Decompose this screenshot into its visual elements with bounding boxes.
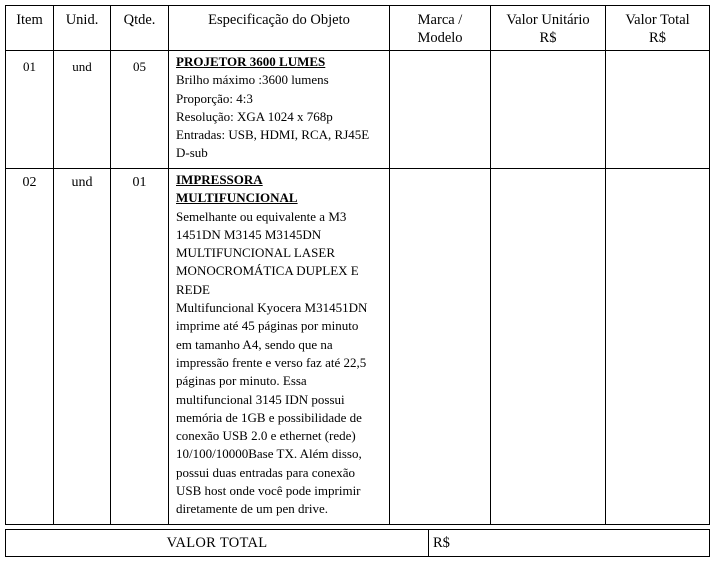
spec-line: Entradas: USB, HDMI, RCA, RJ45E — [176, 127, 370, 143]
row-item: 02 — [6, 169, 54, 525]
spec-line: D-sub — [176, 145, 208, 161]
items-table — [5, 5, 710, 525]
row-item: 01 — [6, 51, 54, 169]
spec-line: imprime até 45 páginas por minuto — [176, 318, 359, 334]
row-spec — [169, 169, 390, 525]
spec-line: diretamente de um pen drive. — [176, 501, 328, 517]
spec-line: Proporção: 4:3 — [176, 90, 253, 106]
table-row — [6, 51, 710, 169]
spec-title: IMPRESSORA — [176, 172, 263, 187]
quote-sheet — [5, 5, 709, 561]
spec-line: REDE — [176, 281, 210, 297]
total-value[interactable]: R$ — [429, 530, 710, 557]
table-row — [6, 169, 710, 525]
spec-line: USB host onde você pode imprimir — [176, 483, 361, 499]
header-item: Item — [6, 6, 54, 51]
spec-line: 1451DN M3145 M3145DN — [176, 226, 322, 242]
spec-line: MONOCROMÁTICA DUPLEX E — [176, 263, 359, 279]
header-unid: Unid. — [54, 6, 111, 51]
header-marca: Marca / Modelo — [390, 6, 491, 51]
total-table — [5, 529, 710, 557]
row-qtde: 01 — [111, 169, 169, 525]
header-qtde: Qtde. — [111, 6, 169, 51]
spec-line: impressão frente e verso faz até 22,5 — [176, 354, 367, 370]
spec-title: MULTIFUNCIONAL — [176, 190, 298, 206]
spec-line: Brilho máximo :3600 lumens — [176, 72, 329, 88]
row-qtde: 05 — [111, 51, 169, 169]
row-unit-value[interactable] — [491, 169, 606, 525]
header-unit-value: Valor Unitário R$ — [491, 6, 606, 51]
row-total-value[interactable] — [606, 169, 710, 525]
spec-line: Resolução: XGA 1024 x 768p — [176, 108, 333, 124]
spec-line: memória de 1GB e possibilidade de — [176, 409, 362, 425]
total-row — [6, 530, 710, 557]
spec-title: PROJETOR 3600 LUMES — [176, 54, 326, 69]
row-spec — [169, 51, 390, 169]
row-marca[interactable] — [390, 169, 491, 525]
spec-line: 10/100/10000Base TX. Além disso, — [176, 446, 362, 462]
row-unid: und — [54, 169, 111, 525]
spec-line: Multifuncional Kyocera M31451DN — [176, 300, 368, 316]
header-total-value: Valor Total R$ — [606, 6, 710, 51]
spec-line: páginas por minuto. Essa — [176, 373, 307, 389]
row-marca[interactable] — [390, 51, 491, 169]
header-row — [6, 6, 710, 51]
row-total-value[interactable] — [606, 51, 710, 169]
spec-line: Semelhante ou equivalente a M3 — [176, 208, 347, 224]
spec-line: possui duas entradas para conexão — [176, 464, 356, 480]
row-unit-value[interactable] — [491, 51, 606, 169]
row-unid: und — [54, 51, 111, 169]
spec-line: em tamanho A4, sendo que na — [176, 336, 333, 352]
spec-line: MULTIFUNCIONAL LASER — [176, 245, 336, 261]
spec-line: conexão USB 2.0 e ethernet (rede) — [176, 428, 356, 444]
spec-line: multifuncional 3145 IDN possui — [176, 391, 345, 407]
total-label: VALOR TOTAL — [6, 530, 429, 557]
header-spec: Especificação do Objeto — [169, 6, 390, 51]
